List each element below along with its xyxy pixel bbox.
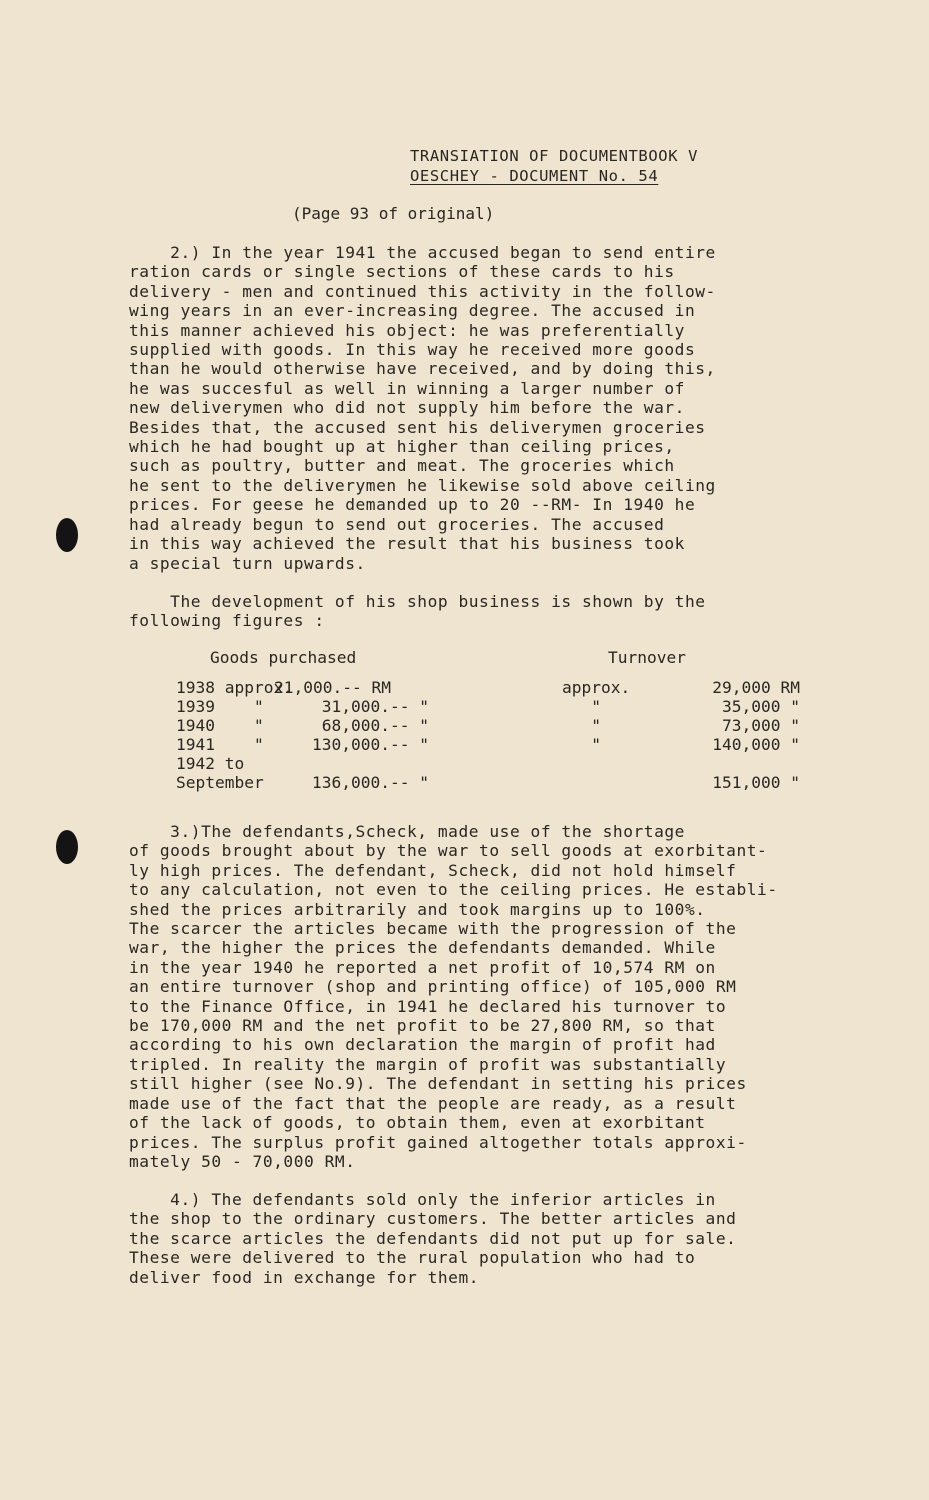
- text-line: to any calculation, not even to the ceiling prices. He establi-: [129, 880, 778, 900]
- year-cell: September: [176, 773, 264, 792]
- year-cell: 1938 approx.: [176, 678, 293, 697]
- text-line: of goods brought about by the war to sell goods at exorbitant-: [129, 841, 768, 861]
- text-line: to the Finance Office, in 1941 he declared his turnover to: [129, 996, 727, 1016]
- text-line: which he had bought up at higher than ceiling prices,: [129, 437, 675, 457]
- text-line: new deliverymen who did not supply him before the war.: [129, 398, 685, 418]
- text-line: this manner achieved his object: he was preferentially: [129, 320, 685, 340]
- development-intro: [129, 592, 829, 631]
- text-line: a special turn upwards.: [129, 553, 366, 573]
- text-line: 2.) In the year 1941 the accused began to send entire: [129, 243, 716, 262]
- turnover-prefix-cell: ": [562, 735, 601, 754]
- section-4-paragraph: [129, 1190, 829, 1287]
- text-line: The development of his shop business is shown by the: [129, 592, 706, 611]
- text-line: wing years in an ever-increasing degree. The accused in: [129, 301, 696, 321]
- text-line: he was succesful as well in winning a larger number of: [129, 378, 685, 398]
- year-cell: 1940 ": [176, 716, 264, 735]
- text-line: the shop to the ordinary customers. The better articles and: [129, 1209, 737, 1229]
- text-line: such as poultry, butter and meat. The groceries which: [129, 456, 675, 476]
- text-line: supplied with goods. In this way he received more goods: [129, 340, 696, 360]
- purchased-cell: 21,000.-- RM: [274, 678, 391, 697]
- document-heading: [410, 146, 698, 186]
- text-line: prices. The surplus profit gained altogether totals approxi-: [129, 1132, 747, 1152]
- year-cell: 1941 ": [176, 735, 264, 754]
- text-line: he sent to the deliverymen he likewise sold above ceiling: [129, 475, 716, 495]
- turnover-header: Turnover: [608, 648, 686, 667]
- text-line: in this way achieved the result that his business took: [129, 534, 685, 554]
- goods-purchased-header: Goods purchased: [210, 648, 357, 667]
- turnover-cell: 35,000 ": [722, 697, 800, 716]
- punch-hole-top: [56, 518, 78, 552]
- text-line: deliver food in exchange for them.: [129, 1267, 480, 1287]
- text-line: had already begun to send out groceries. The accused: [129, 514, 665, 534]
- text-line: The scarcer the articles became with the progression of the: [129, 919, 737, 939]
- text-line: ration cards or single sections of these cards to his: [129, 262, 675, 282]
- table-row: [176, 678, 816, 697]
- text-line: be 170,000 RM and the net profit to be 27,800 RM, so that: [129, 1016, 716, 1036]
- text-line: 4.) The defendants sold only the inferior articles in: [129, 1190, 716, 1209]
- table-row: [176, 697, 816, 716]
- text-line: delivery - men and continued this activity in the follow-: [129, 281, 716, 301]
- turnover-prefix-cell: ": [562, 697, 601, 716]
- text-line: shed the prices arbitrarily and took margins up to 100%.: [129, 899, 706, 919]
- text-line: according to his own declaration the margin of profit had: [129, 1035, 716, 1055]
- text-line: Besides that, the accused sent his deliverymen groceries: [129, 417, 706, 437]
- purchased-cell: 136,000.-- ": [312, 773, 429, 792]
- turnover-cell: 151,000 ": [712, 773, 800, 792]
- text-line: ly high prices. The defendant, Scheck, did not hold himself: [129, 860, 737, 880]
- table-row: [176, 773, 816, 792]
- table-row: [176, 754, 816, 773]
- text-line: war, the higher the prices the defendants demanded. While: [129, 938, 716, 958]
- purchased-cell: 68,000.-- ": [312, 716, 429, 735]
- text-line: made use of the fact that the people are ready, as a result: [129, 1093, 737, 1113]
- year-cell: 1942 to: [176, 754, 245, 773]
- text-line: 3.)The defendants,Scheck, made use of the shortage: [129, 822, 685, 841]
- heading-line-2: OESCHEY - DOCUMENT No. 54: [410, 167, 659, 185]
- section-2-paragraph: [129, 243, 829, 573]
- text-line: following figures :: [129, 611, 325, 631]
- turnover-cell: 140,000 ": [712, 735, 800, 754]
- text-line: of the lack of goods, to obtain them, even at exorbitant: [129, 1113, 706, 1133]
- text-line: than he would otherwise have received, and by doing this,: [129, 359, 716, 379]
- table-row: [176, 735, 816, 754]
- text-line: prices. For geese he demanded up to 20 --RM- In 1940 he: [129, 495, 696, 515]
- text-line: still higher (see No.9). The defendant in setting his prices: [129, 1074, 747, 1094]
- text-line: an entire turnover (shop and printing office) of 105,000 RM: [129, 977, 737, 997]
- turnover-prefix-cell: ": [562, 716, 601, 735]
- text-line: These were delivered to the rural population who had to: [129, 1248, 696, 1268]
- year-cell: 1939 ": [176, 697, 264, 716]
- punch-hole-bottom: [56, 830, 78, 864]
- turnover-cell: 73,000 ": [722, 716, 800, 735]
- section-3-paragraph: [129, 822, 889, 1171]
- purchased-cell: 130,000.-- ": [312, 735, 429, 754]
- text-line: the scarce articles the defendants did not put up for sale.: [129, 1228, 737, 1248]
- turnover-cell: 29,000 RM: [712, 678, 800, 697]
- text-line: tripled. In reality the margin of profit was substantially: [129, 1054, 727, 1074]
- text-line: in the year 1940 he reported a net profit of 10,574 RM on: [129, 957, 716, 977]
- turnover-prefix-cell: approx.: [562, 678, 631, 697]
- text-line: mately 50 - 70,000 RM.: [129, 1151, 356, 1171]
- purchased-cell: 31,000.-- ": [312, 697, 429, 716]
- page-reference: (Page 93 of original): [292, 204, 495, 223]
- table-row: [176, 716, 816, 735]
- heading-line-1: TRANSIATION OF DOCUMENTBOOK V: [410, 147, 699, 165]
